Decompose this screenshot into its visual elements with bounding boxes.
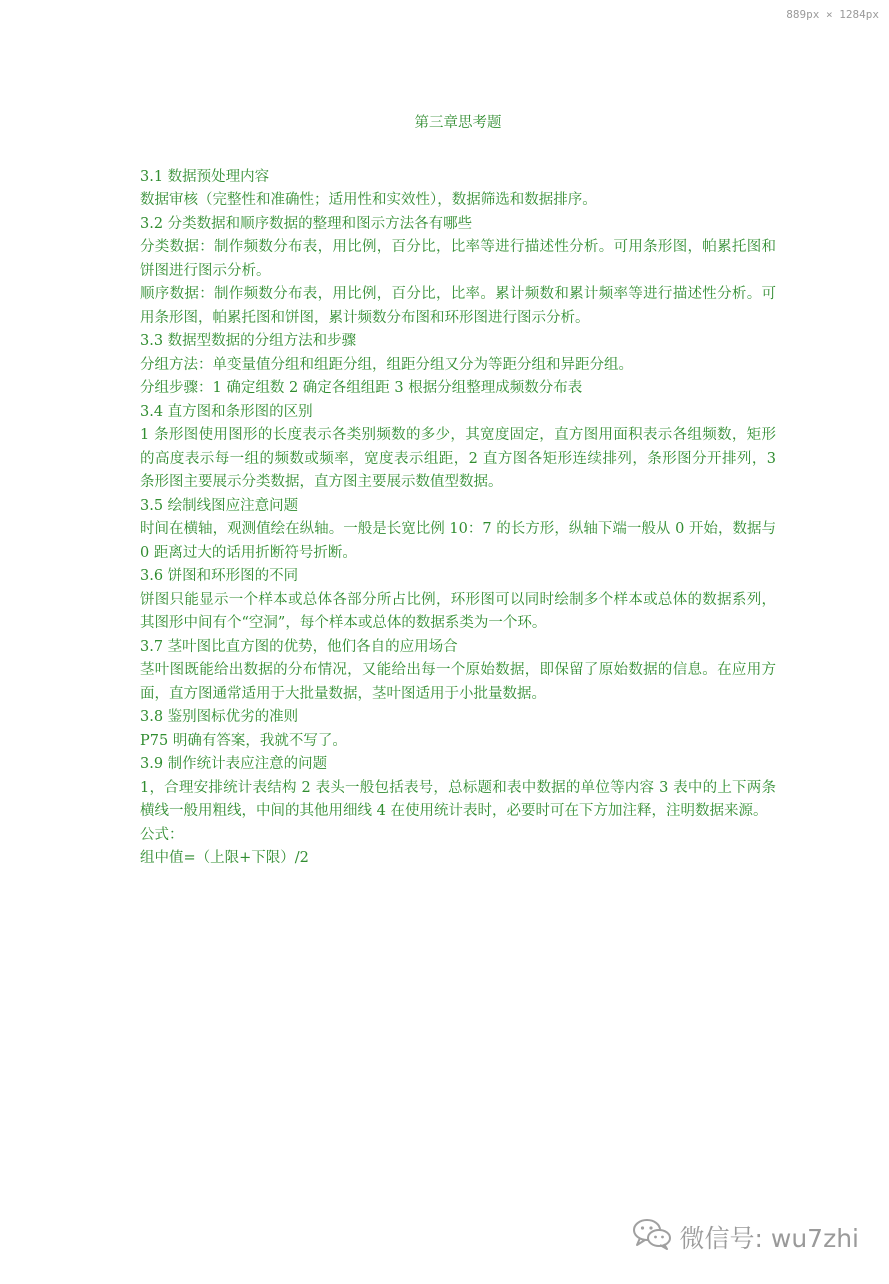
section-body-line: 分组步骤：1 确定组数 2 确定各组组距 3 根据分组整理成频数分布表 [140,380,583,396]
section-heading-3-8: 3.8 鉴别图标优劣的准则 [140,709,299,725]
wechat-icon [632,1218,672,1256]
section-body-line: 1，合理安排统计表结构 2 表头一般包括表号，总标题和表中数据的单位等内容 3 表中的上下两条横线一般用粗线，中间的其他用细线 4 在使用统计表时，必要时可在下方加注释，注明数据来源。 [140,779,776,819]
section-body-line: 茎叶图既能给出数据的分布情况，又能给出每一个原始数据，即保留了原始数据的信息。在应用方面，直方图通常适用于大批量数据，茎叶图适用于小批量数据。 [140,662,776,702]
section-body-line: 分组方法：单变量值分组和组距分组，组距分组又分为等距分组和异距分组。 [140,356,633,373]
image-size-label: 889px × 1284px [786,8,879,21]
section-heading-3-4: 3.4 直方图和条形图的区别 [140,403,313,420]
page-title: 第三章思考题 [414,115,502,131]
formula-label: 公式： [140,826,184,843]
section-heading-3-9: 3.9 制作统计表应注意的问题 [140,756,328,772]
section-body-line: 1 条形图使用图形的长度表示各类别频数的多少，其宽度固定，直方图用面积表示各组频数，矩形的高度表示每一组的频数或频率，宽度表示组距，2 直方图各矩形连续排列，条形图分开排列，3 条形图主要展示分类数据，直方图主要展示数值型数据。 [140,427,776,490]
section-body-line: 饼图只能显示一个样本或总体各部分所占比例，环形图可以同时绘制多个样本或总体的数据系列，其图形中间有个“空洞”，每个样本或总体的数据系类为一个环。 [140,591,776,631]
section-heading-3-1: 3.1 数据预处理内容 [140,168,270,185]
section-body-line: 顺序数据：制作频数分布表，用比例，百分比，比率。累计频数和累计频率等进行描述性分析。可用条形图，帕累托图和饼图，累计频数分布图和环形图进行图示分析。 [140,286,776,326]
section-heading-3-3: 3.3 数据型数据的分组方法和步骤 [140,333,357,349]
formula-text: 组中值=（上限+下限）/2 [140,850,309,866]
section-heading-3-2: 3.2 分类数据和顺序数据的整理和图示方法各有哪些 [140,215,473,232]
wechat-watermark [632,1218,859,1256]
wechat-id-text: 微信号: wu7zhi [679,1224,859,1253]
section-heading-3-5: 3.5 绘制线图应注意问题 [140,497,299,514]
section-body-line: 时间在横轴，观测值绘在纵轴。一般是长宽比例 10：7 的长方形，纵轴下端一般从 0 开始，数据与 0 距离过大的话用折断符号折断。 [140,521,776,561]
section-body-line: 数据审核（完整性和准确性；适用性和实效性），数据筛选和数据排序。 [140,192,597,208]
section-body-line: P75 明确有答案，我就不写了。 [140,732,347,749]
section-body-line: 分类数据：制作频数分布表，用比例，百分比，比率等进行描述性分析。可用条形图，帕累托图和饼图进行图示分析。 [140,239,776,279]
section-heading-3-7: 3.7 茎叶图比直方图的优势，他们各自的应用场合 [140,638,458,655]
document-page [140,112,776,871]
section-heading-3-6: 3.6 饼图和环形图的不同 [140,568,299,584]
